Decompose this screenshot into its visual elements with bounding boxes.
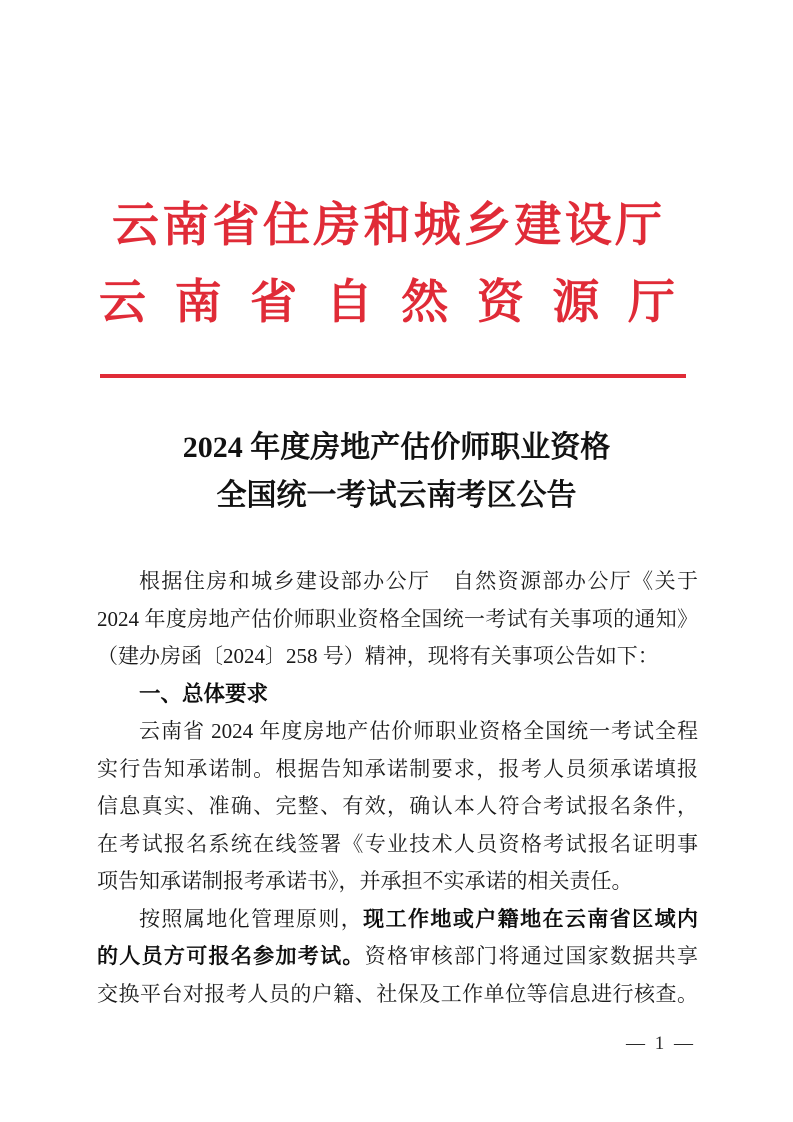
body-line <box>97 938 698 976</box>
issuing-org-line-1: 云南省住房和城乡建设厅 <box>112 200 662 252</box>
body-text: 资格审核部门将通过国家数据共享 <box>364 944 699 968</box>
body-text: 信息真实、准确、完整、有效，确认本人符合考试报名条件， <box>97 794 698 818</box>
red-divider-line <box>100 374 686 378</box>
body-line <box>97 751 698 789</box>
document-title-line-2: 全国统一考试云南考区公告 <box>216 479 577 512</box>
emphasized-text: 现工作地或户籍地在云南省区域内 <box>363 906 699 931</box>
section-heading <box>97 676 698 714</box>
body-line <box>97 601 698 639</box>
body-line <box>97 788 698 826</box>
emphasized-text: 一、总体要求 <box>139 681 269 707</box>
body-line <box>97 713 698 751</box>
body-line <box>97 901 698 939</box>
document-title-line-1: 2024 年度房地产估价师职业资格 <box>182 431 611 464</box>
body-line <box>97 863 698 901</box>
body-text: 实行告知承诺制。根据告知承诺制要求，报考人员须承诺填报 <box>97 756 698 781</box>
body-line <box>97 638 698 676</box>
body-line <box>97 563 698 601</box>
body-line <box>97 976 698 1014</box>
document-letterhead <box>99 188 675 342</box>
body-text: 云南省 2024 年度房地产估价师职业资格全国统一考试全程 <box>139 719 698 743</box>
emphasized-text: 的人员方可报名参加考试。 <box>97 944 365 968</box>
body-text: 在考试报名系统在线签署《专业技术人员资格考试报名证明事 <box>97 831 698 856</box>
body-text: （建办房函〔2024〕258 号）精神，现将有关事项公告如下： <box>97 644 659 668</box>
body-line <box>97 826 698 864</box>
document-body <box>97 563 698 1013</box>
body-text: 按照属地化管理原则， <box>139 906 364 931</box>
body-text: 2024 年度房地产估价师职业资格全国统一考试有关事项的通知》 <box>97 606 698 631</box>
document-title <box>0 424 793 520</box>
body-text: 交换平台对报考人员的户籍、社保及工作单位等信息进行核查。 <box>97 981 698 1006</box>
issuing-org-line-2: 云南省自然资源厅 <box>99 277 675 329</box>
body-text: 根据住房和城乡建设部办公厅 自然资源部办公厅《关于 <box>139 569 698 593</box>
page-number: — 1 — <box>626 1033 693 1054</box>
body-text: 项告知承诺制报考承诺书》，并承担不实承诺的相关责任。 <box>97 869 633 893</box>
